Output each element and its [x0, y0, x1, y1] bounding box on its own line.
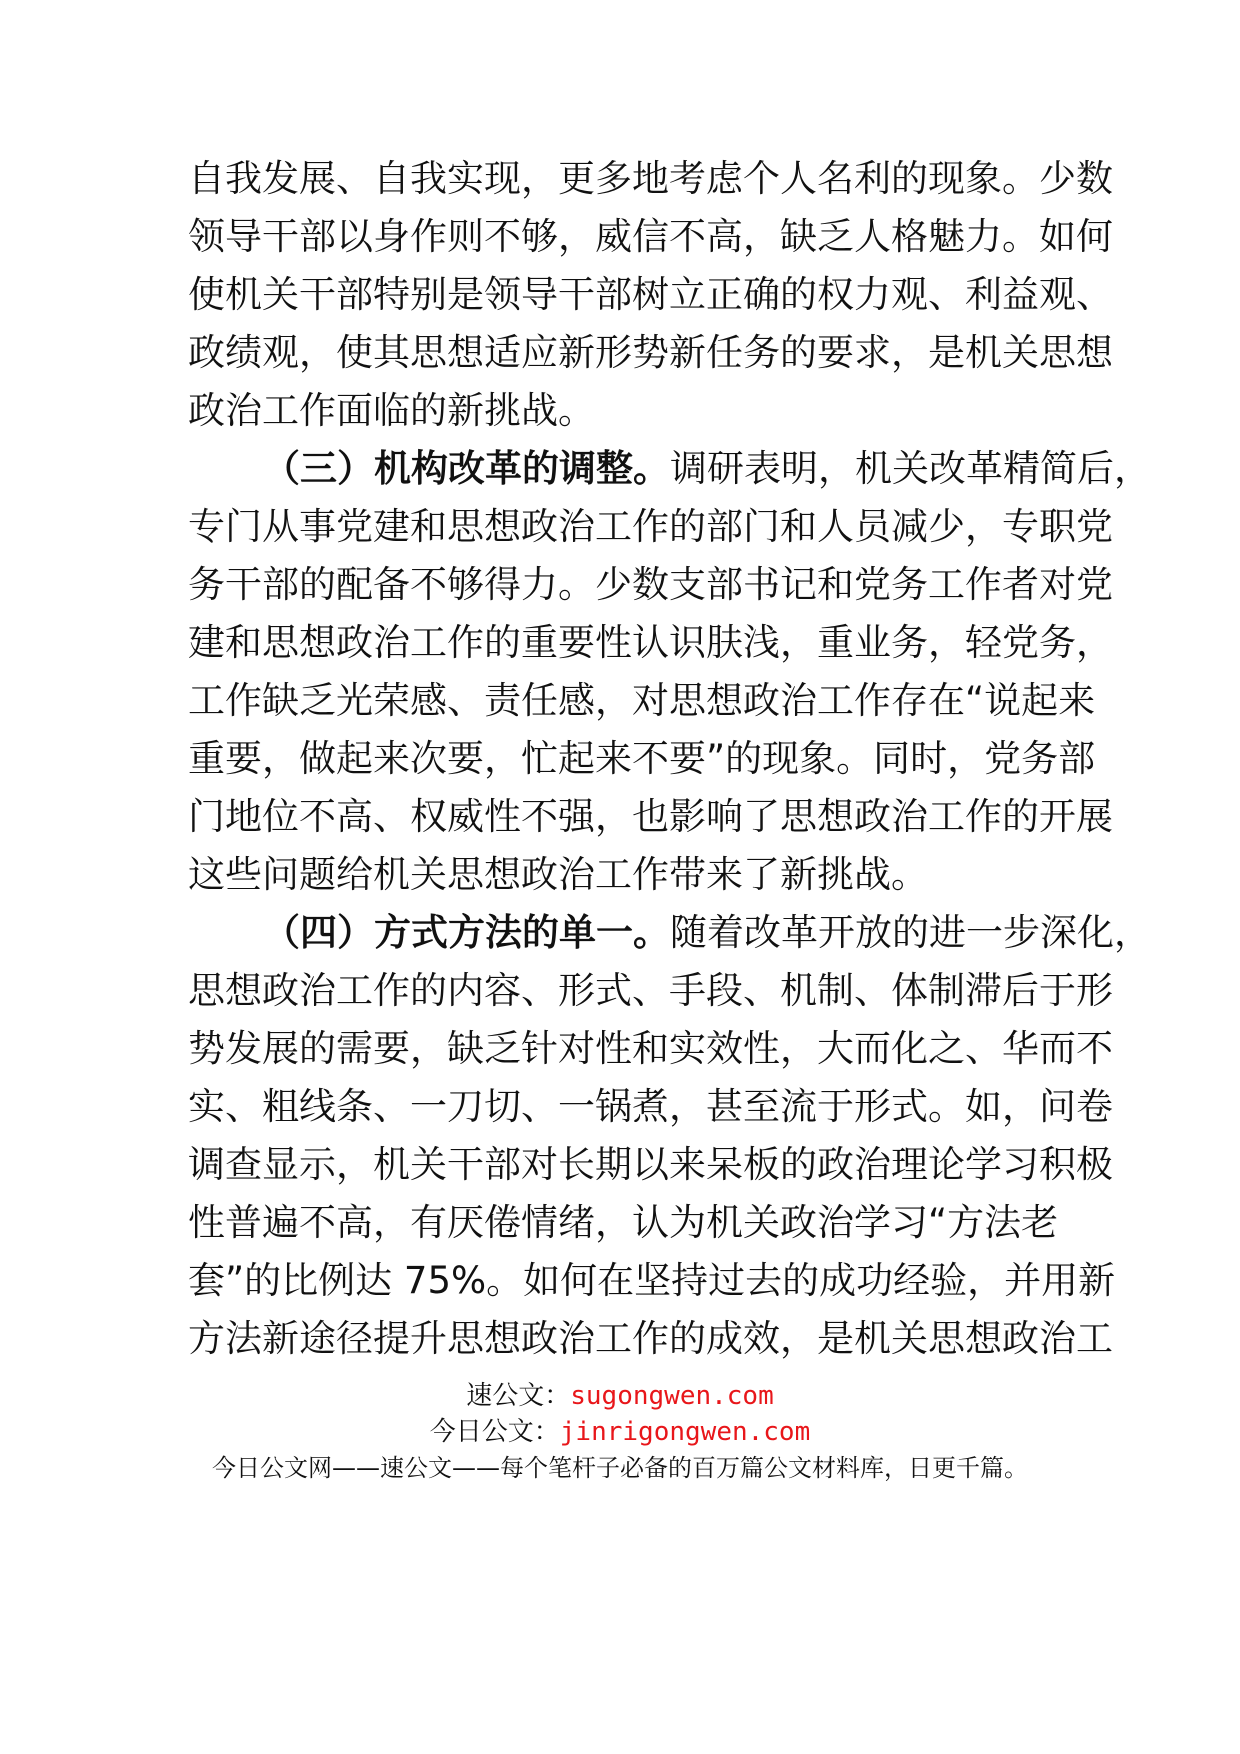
body-line: 这些问题给机关思想政治工作带来了新挑战。	[188, 853, 928, 896]
body-line: 建和思想政治工作的重要性认识肤浅，重业务，轻党务，	[188, 621, 1113, 664]
body-line: 方法新途径提升思想政治工作的成效，是机关思想政治工	[188, 1317, 1113, 1360]
section-4-heading: （四）方式方法的单一。	[263, 911, 670, 954]
footer-link-jinrigongwen[interactable]: jinrigongwen.com	[559, 1417, 811, 1447]
footer-line-1	[0, 1378, 1240, 1414]
footer-label-1: 速公文：	[466, 1381, 571, 1411]
body-line: 思想政治工作的内容、形式、手段、机制、体制滞后于形	[188, 969, 1113, 1012]
body-line: 性普遍不高，有厌倦情绪，认为机关政治学习“方法老	[188, 1201, 1059, 1244]
body-line: 势发展的需要，缺乏针对性和实效性，大而化之、华而不	[188, 1027, 1113, 1070]
body-line: 专门从事党建和思想政治工作的部门和人员减少，专职党	[188, 505, 1113, 548]
footer-label-2: 今日公文：	[429, 1417, 560, 1447]
body-line: 使机关干部特别是领导干部树立正确的权力观、利益观、	[188, 273, 1113, 316]
body-line: 领导干部以身作则不够，威信不高，缺乏人格魅力。如何	[188, 215, 1113, 258]
body-line: 门地位不高、权威性不强，也影响了思想政治工作的开展	[188, 795, 1113, 838]
body-line: 重要，做起来次要，忙起来不要”的现象。同时，党务部	[188, 737, 1096, 780]
section-3-first-text: 调研表明，机关改革精简后，	[670, 447, 1151, 490]
footer-tagline: 今日公文网——速公文——每个笔杆子必备的百万篇公文材料库，日更千篇。	[212, 1454, 1028, 1482]
section-3-first-line	[263, 437, 1151, 501]
footer-link-sugongwen[interactable]: sugongwen.com	[570, 1381, 774, 1411]
section-3-heading: （三）机构改革的调整。	[263, 447, 670, 490]
section-4-first-line	[263, 901, 1151, 965]
body-line: 政治工作面临的新挑战。	[188, 389, 595, 432]
body-line: 务干部的配备不够得力。少数支部书记和党务工作者对党	[188, 563, 1113, 606]
section-4-first-text: 随着改革开放的进一步深化，	[670, 911, 1151, 954]
footer-line-2	[0, 1414, 1240, 1450]
body-line: 工作缺乏光荣感、责任感，对思想政治工作存在“说起来	[188, 679, 1096, 722]
body-line: 套”的比例达 75%。如何在坚持过去的成功经验，并用新	[188, 1259, 1116, 1302]
body-line: 实、粗线条、一刀切、一锅煮，甚至流于形式。如，问卷	[188, 1085, 1113, 1128]
body-line: 调查显示，机关干部对长期以来呆板的政治理论学习积极	[188, 1143, 1113, 1186]
body-line: 自我发展、自我实现，更多地考虑个人名利的现象。少数	[188, 157, 1113, 200]
body-line: 政绩观，使其思想适应新形势新任务的要求，是机关思想	[188, 331, 1113, 374]
